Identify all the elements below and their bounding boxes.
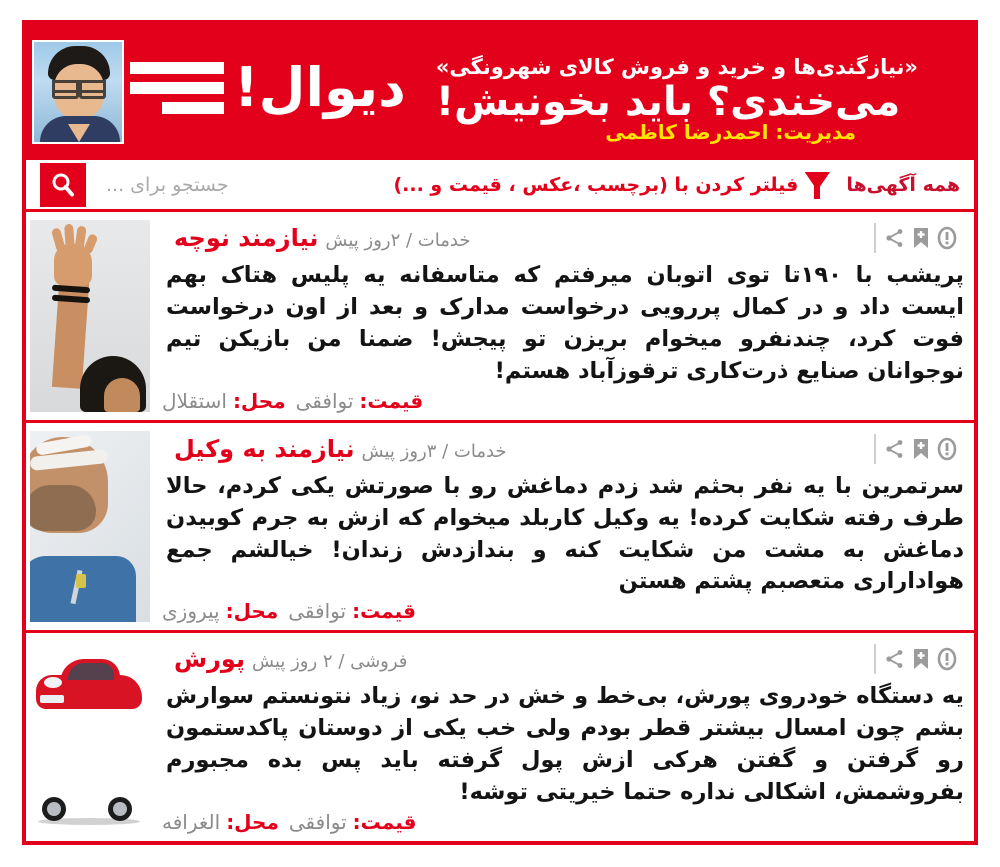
listing-item[interactable] [26,423,974,634]
price-field [278,599,416,623]
share-nodes-icon [884,226,906,250]
thumb-car-windshield [68,663,114,680]
thumb-beard [30,485,96,531]
thumb-car-wheel [108,797,132,821]
listing-meta: خدمات / ۲روز پیش [325,230,471,251]
listing-actions [874,434,964,464]
listing-footer [156,384,968,418]
bookmark-plus-icon [910,437,932,461]
listing-footer [156,805,968,839]
listing-actions [874,223,964,253]
report-button[interactable] [936,437,958,461]
toolbar [26,160,974,212]
price-label: قیمت: [352,810,417,835]
slogan-title: می‌خندی؟ باید بخونیش! [435,79,901,125]
search-button[interactable] [40,163,86,207]
listing-meta: خدمات / ۳روز پیش [361,440,507,462]
thumb-face [104,378,140,412]
listing-meta: فروشی / ۲ روز پیش [252,651,408,673]
app-header [26,24,974,160]
share-button[interactable] [884,437,906,461]
thumb-clip [76,574,86,588]
location-field [162,599,278,623]
logo-wrap[interactable] [130,56,406,123]
manager-credit: مدیریت: احمدرضا کاظمی [605,120,856,144]
listing-content [156,423,974,631]
location-label: محل: [225,599,279,624]
location-field [162,810,279,834]
share-button[interactable] [884,226,906,250]
listing-thumbnail[interactable] [30,431,150,623]
all-ads-label[interactable]: همه آگهی‌ها [846,173,960,196]
price-field [286,389,424,413]
bookmark-button[interactable] [910,437,932,461]
location-field [162,389,286,413]
exclamation-circle-icon [936,437,958,461]
price-value: توافقی [295,388,354,413]
thumb-car-wheel [42,797,66,821]
location-label: محل: [232,388,286,413]
listings-container [26,212,974,841]
price-field [279,810,417,834]
listing-thumbnail[interactable] [30,641,150,833]
bookmark-button[interactable] [910,226,932,250]
listing-body: یه دستگاه خودروی پورش، بی‌خط و خش در حد نو، زیاد نتونستم سوارش بشم چون امسال بیشتر قطر بودم ولی خب یکی از دوستان پاکدستمون رو گرفتن و گفتن هرکی ازش پول گرفته باید پس بده مجبورم بفروشمش، اشکالی نداره حتما خیریتی توشه! [166,683,964,806]
hamburger-menu-icon[interactable] [130,62,224,114]
listing-header [156,218,968,258]
price-label: قیمت: [352,599,416,624]
listing-title-wrap [156,224,874,252]
thumb-finger [64,224,75,252]
bookmark-plus-icon [910,647,932,671]
listing-header [156,429,968,469]
slogan-subtitle: «نیازگندی‌ها و خرید و فروش کالای شهرونگی» [435,55,919,79]
avatar [32,40,124,144]
listing-title[interactable]: نیازمند نوچه [174,224,319,252]
listing-item[interactable] [26,633,974,841]
magnifier-icon [49,171,77,199]
filter-label[interactable]: فیلتر کردن با (برچسب ،عکس ، قیمت و ...) [393,173,799,196]
listing-title-wrap [156,645,874,673]
exclamation-circle-icon [936,647,958,671]
brand-block[interactable] [26,24,418,160]
share-nodes-icon [884,437,906,461]
thumb-car-plate [40,695,64,703]
price-value: توافقی [288,810,347,835]
avatar-glasses [52,80,106,93]
listing-title-wrap [156,435,874,463]
listing-body: سرتمرین با یه نفر بحثم شد زدم دماغش رو با صورتش یکی کردم، حالا طرف رفته شکایت کرده! یه وکیل کاربلد میخوام که ازش به جرم کوبیدن دماغش به مشت من شکایت کنه و بندازدش زندان! خیالشم جمع هواداراری متعصبم پشتم هستن [166,472,964,595]
listing-content [156,633,974,841]
exclamation-circle-icon [936,226,958,250]
report-button[interactable] [936,226,958,250]
bookmark-plus-icon [910,226,932,250]
search-input[interactable]: جستجو برای ... [106,173,229,196]
location-value: الغرافه [162,810,221,835]
location-value: پیروزی [162,599,220,624]
share-nodes-icon [884,647,906,671]
location-value: استقلال [162,388,227,413]
location-label: محل: [226,810,279,835]
listing-actions [874,644,964,674]
price-label: قیمت: [359,388,424,413]
app-card [22,20,978,845]
share-button[interactable] [884,647,906,671]
bookmark-button[interactable] [910,647,932,671]
listing-body: پریشب با ۱۹۰تا توی اتوبان میرفتم که متاسفانه یه پلیس هتاک بهم ایست داد و در کمال پررویی درخواست مدارک و بعد از اون درخواست فوت کرد، چندنفرو میخوام بریزن تو پیجش! ضمنا من بازیکن تیم نوجوانان صنایع ذرت‌کاری ترقوزآباد هستم! [166,262,964,384]
listing-thumbnail[interactable] [30,220,150,412]
listing-header [156,639,968,679]
filter-funnel-icon[interactable] [804,170,830,200]
listing-title[interactable]: پورش [174,645,245,674]
listing-content [156,212,974,420]
listing-title[interactable]: نیازمند به وکیل [174,434,355,463]
thumb-hospital-gown [30,556,136,622]
listing-item[interactable] [26,212,974,423]
report-button[interactable] [936,647,958,671]
app-logo-text[interactable]: دیوال! [234,56,406,119]
listing-footer [156,594,968,628]
price-value: توافقی [288,599,347,624]
